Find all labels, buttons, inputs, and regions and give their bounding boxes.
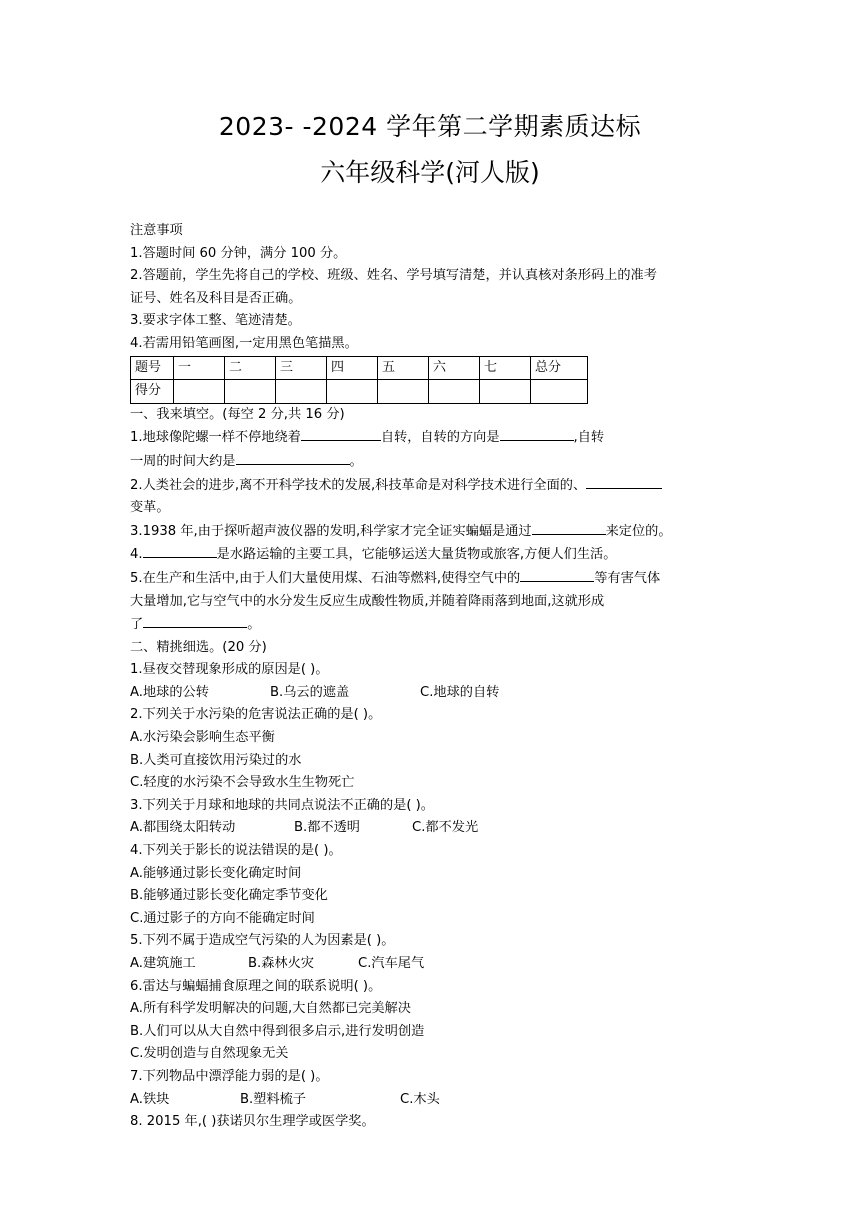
option-c[interactable]: C.地球的自转 <box>420 684 500 700</box>
fill-question-4: 4. 是水路运输的主要工具，它能够运送大量货物或旅客,方便人们生活。 <box>130 543 730 567</box>
score-table-header-row <box>131 356 588 380</box>
choice-question-8: 8. 2015 年,( )获诺贝尔生理学或医学奖。 <box>130 1114 375 1130</box>
choice-question-6: 6.雷达与蝙蝠捕食原理之间的联系说明( )。 <box>130 978 382 994</box>
option-c[interactable]: C.木头 <box>400 1091 440 1107</box>
fill-question-1-cont: 一周的时间大约是 。 <box>130 450 730 474</box>
option-a[interactable]: A.建筑施工 <box>130 956 196 971</box>
option-b[interactable]: B.塑料梳子 <box>240 1091 306 1107</box>
option-c[interactable]: C.都不发光 <box>412 820 479 836</box>
fill-question-2: 2.人类社会的进步,离不开科学技术的发展,科技革命是对科学技术进行全面的、 <box>130 474 730 498</box>
score-cell[interactable] <box>429 380 480 404</box>
option-b[interactable]: B.能够通过影长变化确定季节变化 <box>130 888 328 904</box>
choice-options-3 <box>130 817 730 840</box>
choice-question-5: 5.下列不属于造成空气污染的人为因素是( )。 <box>130 933 395 949</box>
answer-blank[interactable] <box>532 520 606 535</box>
fill-question-2-cont: 变革。 <box>130 500 170 516</box>
score-cell[interactable] <box>531 380 588 404</box>
score-header-cell: 七 <box>480 356 531 380</box>
option-b[interactable]: B.都不透明 <box>294 820 360 836</box>
choice-options-1 <box>130 682 730 705</box>
option-b[interactable]: B.森林火灾 <box>248 956 314 971</box>
score-cell[interactable] <box>174 380 225 404</box>
exam-body <box>130 220 730 1134</box>
option-c[interactable]: C.轻度的水污染不会导致水生生物死亡 <box>130 775 355 791</box>
option-b[interactable]: B.乌云的遮盖 <box>270 684 350 700</box>
score-table <box>130 356 588 404</box>
score-header-cell: 六 <box>429 356 480 380</box>
fill-question-5-end: 了 。 <box>130 613 730 637</box>
option-a[interactable]: A.水污染会影响生态平衡 <box>130 730 275 746</box>
section2-heading: 二、精挑细选。(20 分) <box>130 639 267 655</box>
choice-question-7: 7.下列物品中漂浮能力弱的是( )。 <box>130 1068 329 1084</box>
option-a[interactable]: A.地球的公转 <box>130 684 209 700</box>
notice-item-2: 2.答题前，学生先将自己的学校、班级、姓名、学号填写清楚，并认真核对条形码上的准考 <box>130 268 657 284</box>
option-a[interactable]: A.所有科学发明解决的问题,大自然都已完美解决 <box>130 1001 411 1017</box>
score-table-score-row <box>131 380 588 404</box>
score-header-cell: 一 <box>174 356 225 380</box>
notice-item-1: 1.答题时间 60 分钟，满分 100 分。 <box>130 245 347 261</box>
answer-blank[interactable] <box>143 543 217 558</box>
choice-options-5 <box>130 953 730 976</box>
exam-subtitle: 六年级科学(河人版) <box>320 158 540 187</box>
option-b[interactable]: B.人们可以从大自然中得到很多启示,进行发明创造 <box>130 1023 425 1039</box>
score-header-cell: 二 <box>225 356 276 380</box>
score-cell[interactable] <box>225 380 276 404</box>
score-header-cell: 五 <box>378 356 429 380</box>
fill-question-5: 5.在生产和生活中,由于人们大量使用煤、石油等燃料,使得空气中的 等有害气体 <box>130 567 730 591</box>
choice-options-7 <box>130 1089 730 1112</box>
score-cell[interactable] <box>276 380 327 404</box>
answer-blank[interactable] <box>236 450 350 465</box>
fill-question-3: 3.1938 年,由于探听超声波仪器的发明,科学家才完全证实蝙蝠是通过 来定位的。 <box>130 520 730 544</box>
answer-blank[interactable] <box>586 474 662 489</box>
option-c[interactable]: C.发明创造与自然现象无关 <box>130 1046 289 1062</box>
answer-blank[interactable] <box>301 426 381 441</box>
notice-heading: 注意事项 <box>130 223 183 238</box>
score-cell[interactable] <box>480 380 531 404</box>
option-c[interactable]: C.通过影子的方向不能确定时间 <box>130 910 315 926</box>
answer-blank[interactable] <box>520 567 594 582</box>
answer-blank[interactable] <box>143 613 247 628</box>
option-a[interactable]: A.铁块 <box>130 1091 170 1107</box>
score-cell[interactable] <box>327 380 378 404</box>
choice-question-1: 1.昼夜交替现象形成的原因是( )。 <box>130 662 329 678</box>
notice-item-3: 3.要求字体工整、笔迹清楚。 <box>130 313 301 329</box>
answer-blank[interactable] <box>500 426 574 441</box>
choice-question-4: 4.下列关于影长的说法错误的是( )。 <box>130 843 342 859</box>
score-header-cell: 题号 <box>131 356 174 380</box>
score-header-cell: 总分 <box>531 356 588 380</box>
option-a[interactable]: A.都围绕太阳转动 <box>130 820 236 836</box>
score-cell[interactable] <box>378 380 429 404</box>
score-header-cell: 三 <box>276 356 327 380</box>
score-header-cell: 四 <box>327 356 378 380</box>
fill-question-5-cont: 大量增加,它与空气中的水分发生反应生成酸性物质,并随着降雨落到地面,这就形成 <box>130 593 605 609</box>
section1-heading: 一、我来填空。(每空 2 分,共 16 分) <box>130 406 345 422</box>
option-a[interactable]: A.能够通过影长变化确定时间 <box>130 865 302 881</box>
option-c[interactable]: C.汽车尾气 <box>358 956 425 971</box>
choice-question-2: 2.下列关于水污染的危害说法正确的是( )。 <box>130 707 382 723</box>
score-row-label: 得分 <box>131 380 174 404</box>
exam-title: 2023- -2024 学年第二学期素质达标 <box>218 112 642 141</box>
option-b[interactable]: B.人类可直接饮用污染过的水 <box>130 752 302 768</box>
notice-item-2-cont: 证号、姓名及科目是否正确。 <box>130 290 302 306</box>
fill-question-1: 1.地球像陀螺一样不停地绕着 自转，自转的方向是 ,自转 <box>130 426 730 450</box>
choice-question-3: 3.下列关于月球和地球的共同点说法不正确的是( )。 <box>130 797 434 813</box>
notice-item-4: 4.若需用铅笔画图,一定用黑色笔描黑。 <box>130 335 358 351</box>
